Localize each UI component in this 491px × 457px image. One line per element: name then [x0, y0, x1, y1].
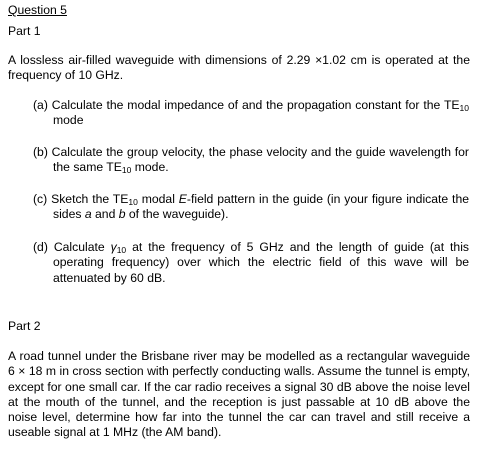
item-a-text: (a) Calculate the modal impedance of and the propagation constant for the [33, 98, 444, 112]
item-d-gamma: γ [110, 240, 117, 254]
item-b-mode-subscript: 10 [121, 165, 132, 176]
part2-label: Part 2 [8, 319, 41, 333]
item-c-side-b: b [118, 207, 126, 222]
item-c-mid1: modal [137, 192, 179, 206]
item-a-mode-subscript: 10 [459, 103, 469, 113]
item-b-text: (b) Calculate the group velocity, the phase velocity and the guide wavelength for the same [33, 145, 469, 175]
item-d-gamma-subscript: 10 [116, 245, 127, 255]
item-c [33, 192, 469, 223]
item-c-mode-subscript: 10 [128, 197, 138, 207]
item-c-efield: E [178, 192, 187, 206]
item-c-mode: TE [112, 192, 129, 206]
question-title: Question 5 [8, 3, 67, 17]
item-a-tail: mode [53, 113, 84, 128]
item-d-tail: at the frequency of 5 GHz and the length of guide (at this operating frequency) over which the electric field of this wave will be attenuated by 60 dB. [53, 240, 469, 285]
item-d [33, 240, 469, 286]
part2-text: A road tunnel under the Brisbane river may be modelled as a rectangular waveguide 6 × 18 m in cross section with perfectly conducting walls. Assume the tunnel is empty, except for one small car. If the car radio receives a signal 30 dB above the noise level at the mouth of the tunnel, and the reception is just passable at 10 dB above the noise level, determine how far into the tunnel the car can travel and still receive a useable signal at 1 MHz (the AM band). [8, 349, 470, 440]
item-c-mid2: -field pattern in the guide (in your figure indicate the sides [53, 192, 470, 222]
part1-label: Part 1 [8, 24, 41, 38]
item-c-pre: (c) Sketch the [33, 192, 113, 206]
item-b-mode: TE [106, 160, 122, 175]
item-a-mode: TE [443, 98, 460, 112]
item-d-pre: (d) Calculate [33, 240, 111, 254]
part1-intro: A lossless air-filled waveguide with dimensions of 2.29 ×1.02 cm is operated at the frequency of 10 GHz. [8, 53, 470, 83]
item-c-tail: of the waveguide). [125, 207, 229, 222]
item-b [33, 145, 469, 176]
item-a [33, 98, 469, 129]
item-b-tail: mode. [131, 160, 169, 175]
item-c-side-a: a [84, 207, 92, 222]
item-c-and: and [91, 207, 119, 222]
